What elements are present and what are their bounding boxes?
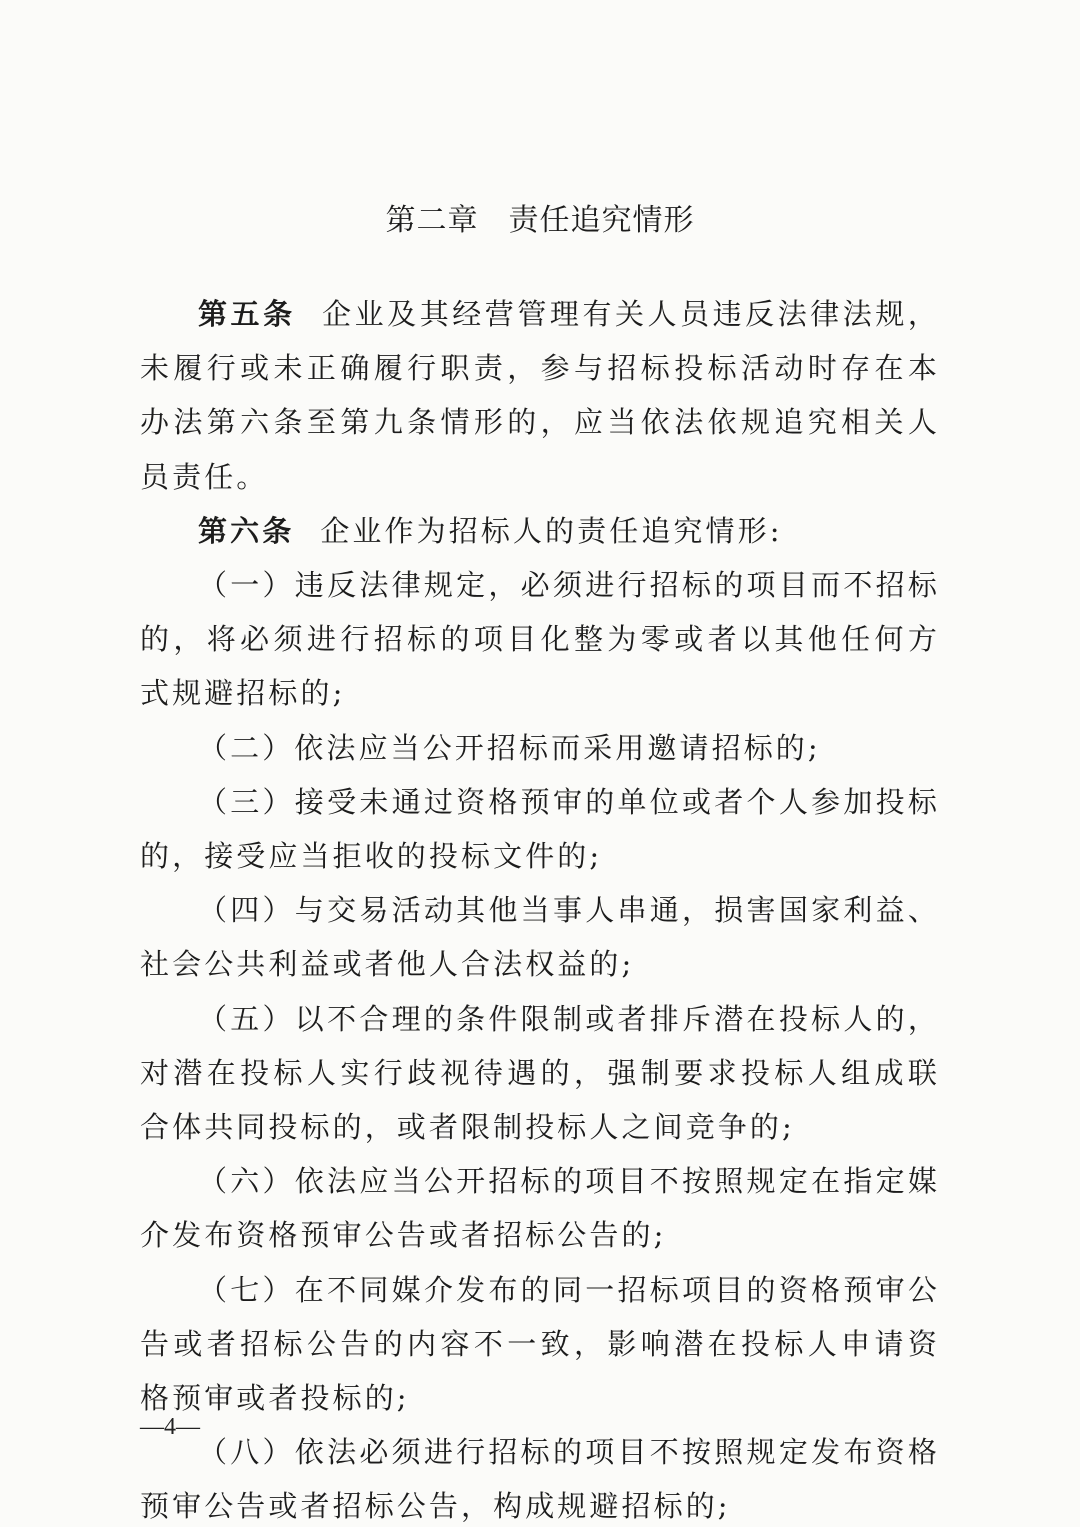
article-6-label: 第六条 <box>198 513 295 548</box>
item-3: （三）接受未通过资格预审的单位或者个人参加投标的，接受应当拒收的投标文件的; <box>140 784 940 874</box>
item-5: （五）以不合理的条件限制或者排斥潜在投标人的，对潜在投标人实行歧视待遇的，强制要求投标人组成联合体共同投标的，或者限制投标人之间竞争的; <box>140 1001 940 1145</box>
article-5-label: 第五条 <box>198 297 296 331</box>
item-8: （八）依法必须进行招标的项目不按照规定发布资格预审公告或者招标公告，构成规避招标的; <box>140 1435 940 1524</box>
article-5 <box>140 287 940 504</box>
item-2: （二）依法应当公开招标而采用邀请招标的; <box>198 730 821 765</box>
item-1: （一）违反法律规定，必须进行招标的项目而不招标的，将必须进行招标的项目化整为零或者以其他任何方式规避招标的; <box>140 568 940 711</box>
chapter-title <box>0 196 1080 246</box>
chapter-heading: 责任追究情形 <box>508 203 695 238</box>
article-6-text: 企业作为招标人的责任追究情形: <box>320 513 783 548</box>
chapter-label: 第二章 <box>385 203 479 238</box>
article-5-text: 企业及其经营管理有关人员违反法律法规，未履行或未正确履行职责，参与招标投标活动时存在本办法第六条至第九条情形的，应当依法依规追究相关人员责任。 <box>140 297 940 494</box>
item-6: （六）依法应当公开招标的项目不按照规定在指定媒介发布资格预审公告或者招标公告的; <box>140 1164 940 1253</box>
item-7: （七）在不同媒介发布的同一招标项目的资格预审公告或者招标公告的内容不一致，影响潜在投标人申请资格预审或者投标的; <box>140 1272 940 1416</box>
article-6 <box>140 504 940 558</box>
page-number: —4— <box>140 1414 200 1440</box>
document-body <box>140 287 940 1527</box>
item-4: （四）与交易活动其他当事人串通，损害国家利益、社会公共利益或者他人合法权益的; <box>140 893 940 982</box>
